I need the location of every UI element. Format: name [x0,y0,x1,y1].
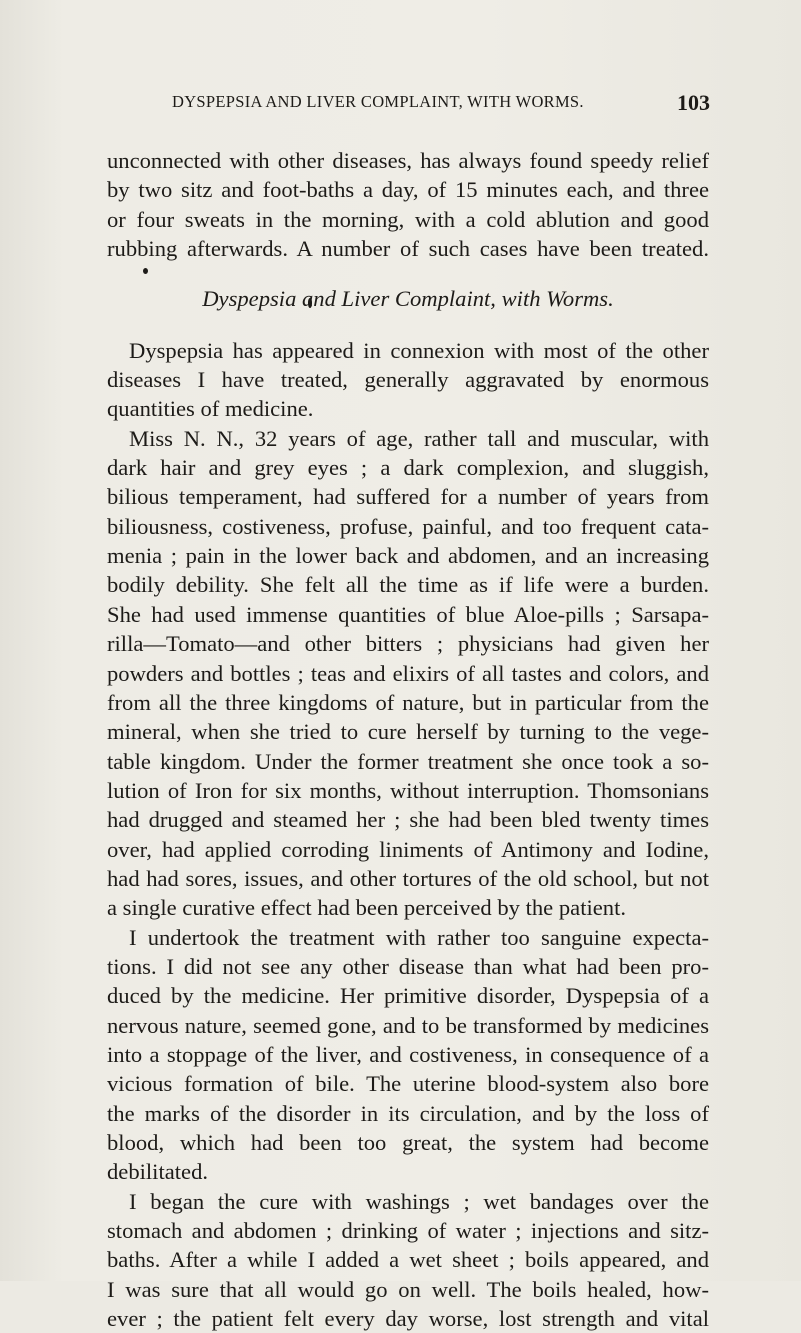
text-line: vicious formation of bile. The uterine blood-system also bore [107,1071,709,1097]
text-line: Dyspepsia has appeared in connexion with most of the other [129,337,709,363]
text-line: stomach and abdomen ; drinking of water ; injections and sitz- [107,1218,709,1244]
text-line: from all the three kingdoms of nature, but in particular from the [107,689,709,715]
text-line: debilitated. [107,1159,209,1185]
text-line: had had sores, issues, and other tortures of the old school, but not [107,865,709,891]
text-line: ever ; the patient felt every day worse, lost strength and vital [107,1306,709,1332]
text-line: powders and bottles ; teas and elixirs of all tastes and colors, and [107,660,709,686]
text-line: rilla—Tomato—and other bitters ; physicians had given her [107,631,709,657]
text-line: diseases I have treated, generally aggravated by enormous [107,367,709,393]
page-number: 103 [677,90,710,115]
text-line: the marks of the disorder in its circulation, and by the loss of [107,1100,709,1126]
text-line: a single curative effect had been perceived by the patient. [107,895,626,921]
text-line: I began the cure with washings ; wet bandages over the [129,1188,709,1214]
text-line: or four sweats in the morning, with a cold ablution and good [107,206,709,232]
page-header [172,90,710,116]
text-line: I undertook the treatment with rather too sanguine expecta- [129,924,709,950]
text-line: had drugged and steamed her ; she had been bled twenty times [107,807,709,833]
text-line: I was sure that all would go on well. The boils healed, how- [107,1276,709,1302]
text-line: over, had applied corroding liniments of Antimony and Iodine, [107,836,709,862]
text-line: rubbing afterwards. A number of such cases have been treated. [107,236,709,262]
text-line: nervous nature, seemed gone, and to be transformed by medicines [107,1012,709,1038]
running-head: DYSPEPSIA AND LIVER COMPLAINT, WITH WORMS. [172,92,584,111]
text-line: She had used immense quantities of blue Aloe-pills ; Sarsapa- [107,601,709,627]
text-line: into a stoppage of the liver, and costiveness, in consequence of a [107,1041,709,1067]
text-line: duced by the medicine. Her primitive disorder, Dyspepsia of a [107,983,709,1009]
text-line: biliousness, costiveness, profuse, painful, and too frequent cata- [107,513,709,539]
text-line: lution of Iron for six months, without interruption. Thomsonians [107,777,709,803]
section-heading: Dyspepsia and Liver Complaint, with Worms. [202,286,614,312]
text-line: bodily debility. She felt all the time as if life were a burden. [107,572,709,598]
text-line: blood, which had been too great, the system had become [107,1130,709,1155]
text-line: table kingdom. Under the former treatment she once took a so- [107,748,709,774]
text-line: by two sitz and foot-baths a day, of 15 minutes each, and three [107,177,709,203]
body-text [107,146,709,1333]
text-line: quantities of medicine. [107,396,314,422]
text-line: Miss N. N., 32 years of age, rather tall and muscular, with [129,425,709,451]
text-line: tions. I did not see any other disease than what had been pro- [107,953,709,979]
text-line: bilious temperament, had suffered for a number of years from [107,484,709,510]
text-line: unconnected with other diseases, has always found speedy relief [107,148,709,173]
text-line: menia ; pain in the lower back and abdomen, and an increasing [107,543,709,569]
text-line: dark hair and grey eyes ; a dark complexion, and sluggish, [107,455,709,481]
text-line: mineral, when she tried to cure herself by turning to the vege- [107,719,709,745]
text-line: baths. After a while I added a wet sheet ; boils appeared, and [107,1247,709,1273]
